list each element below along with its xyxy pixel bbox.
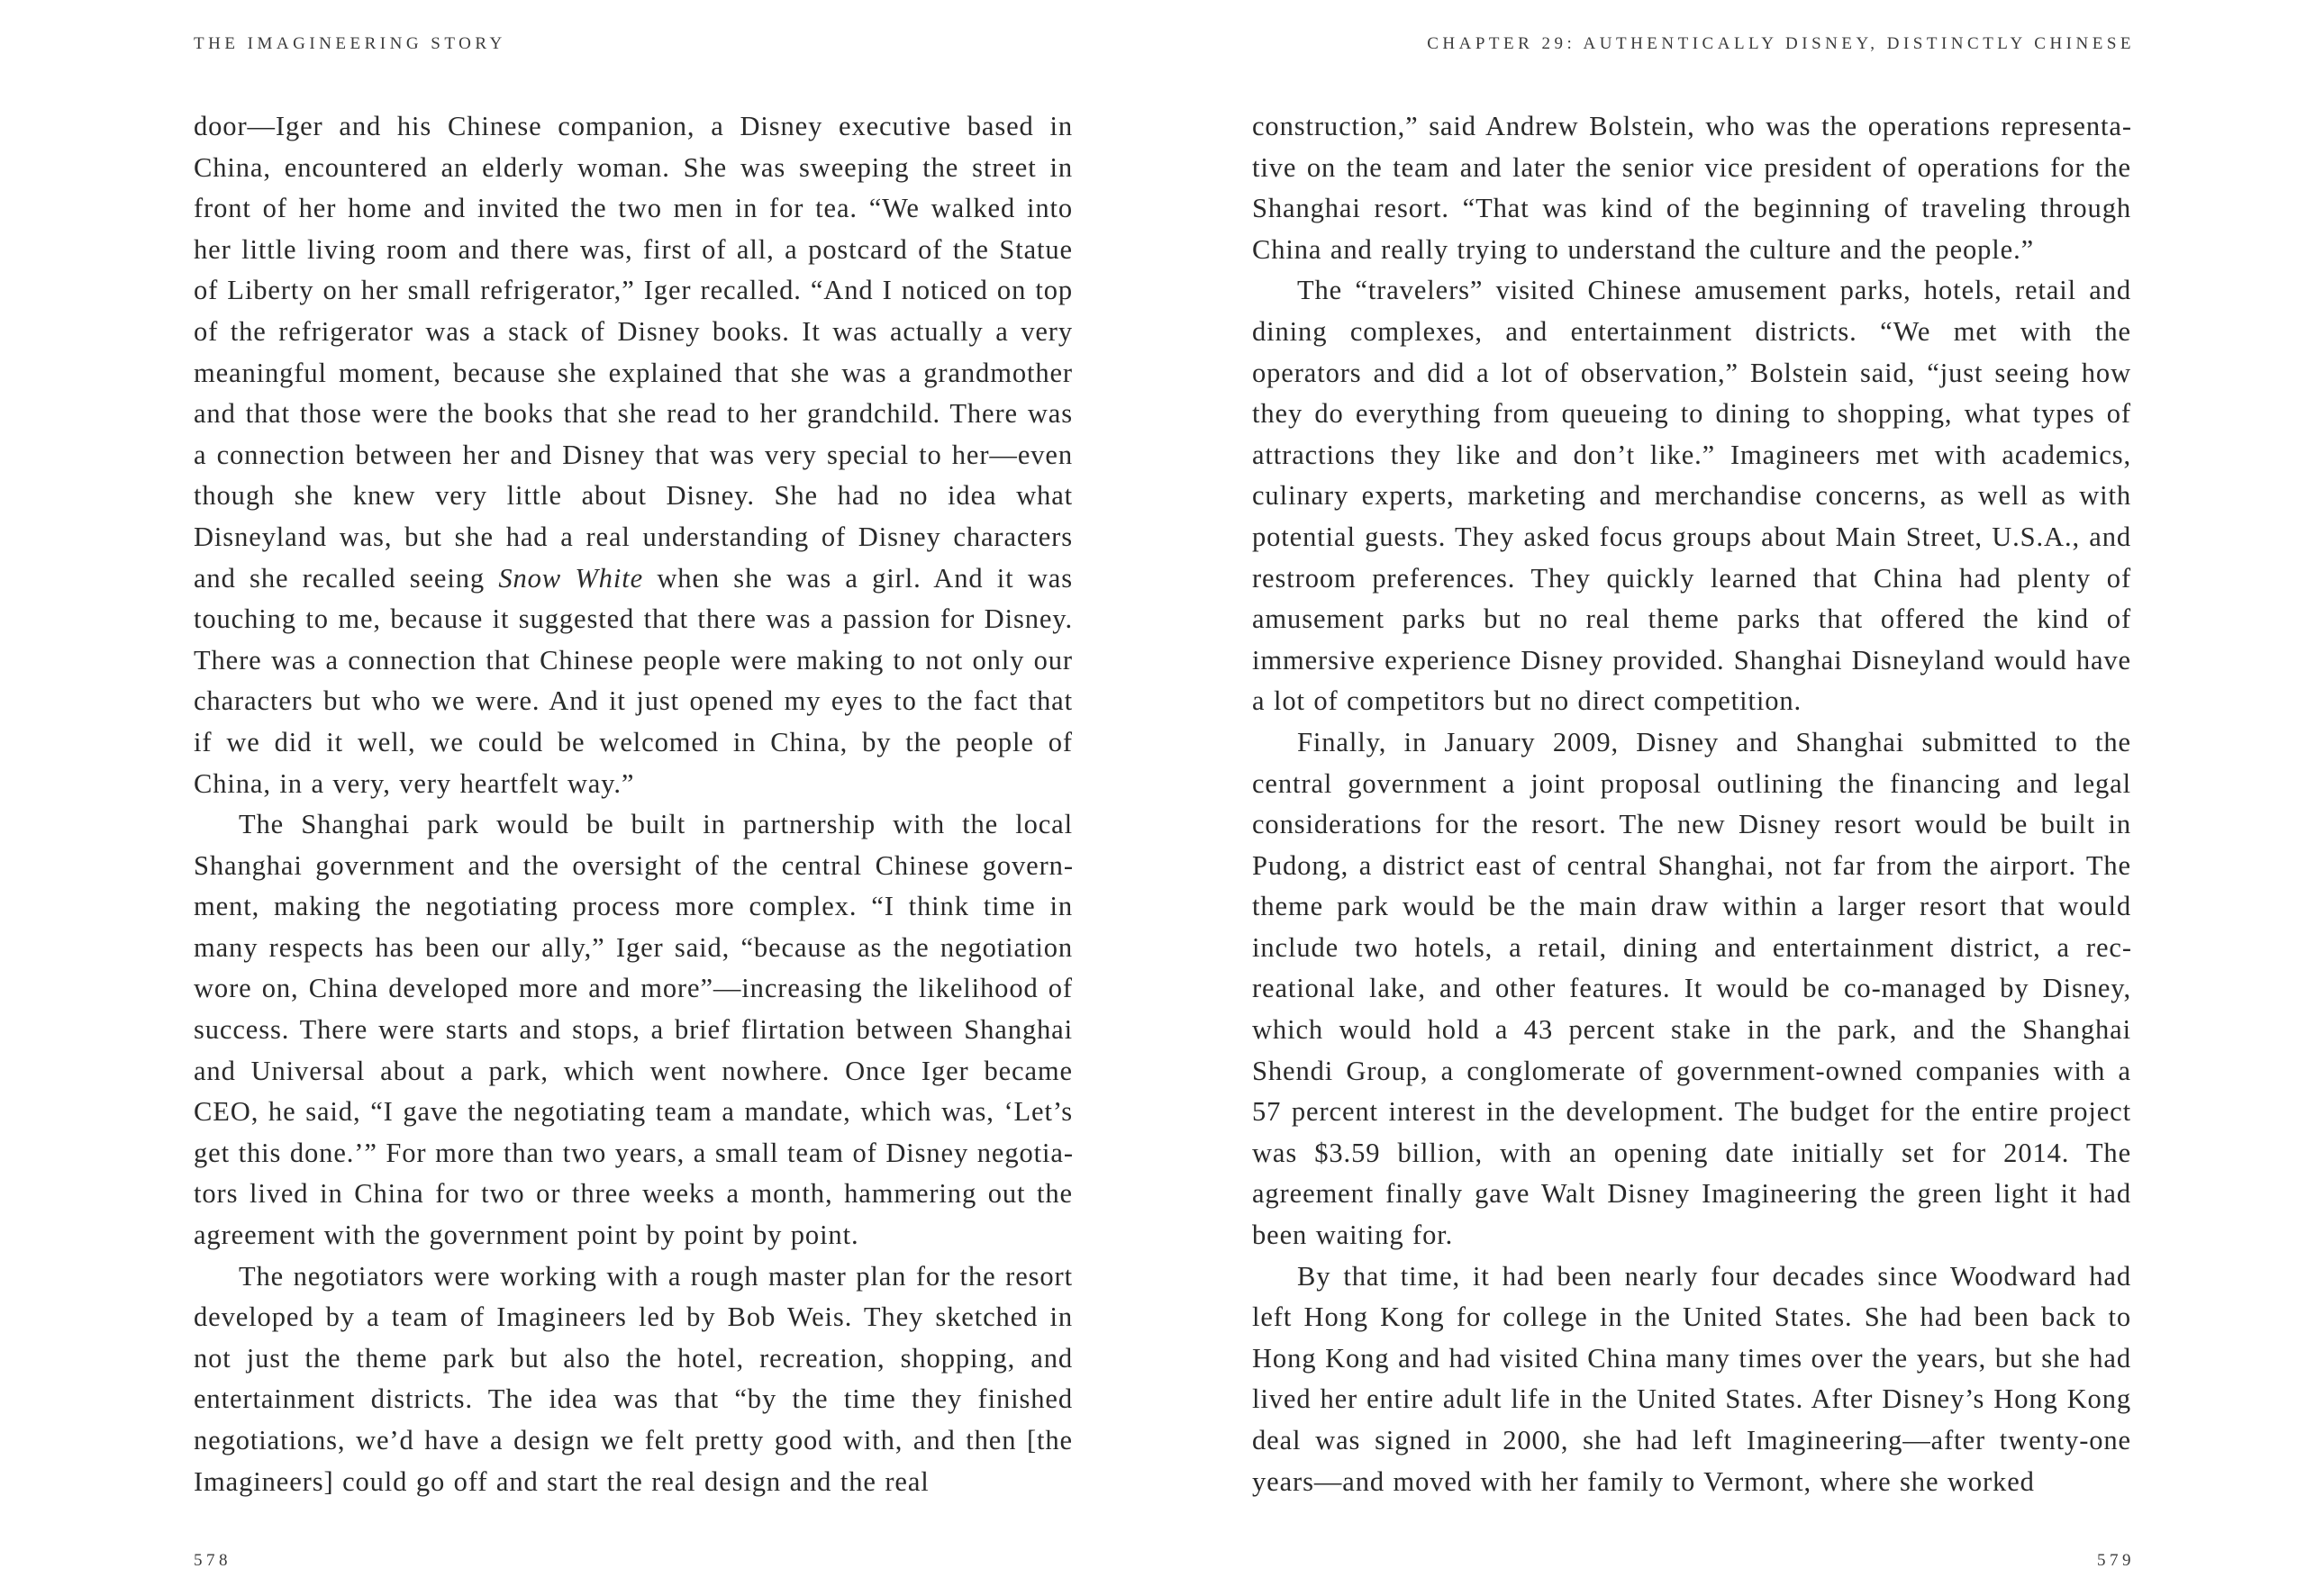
running-head-chapter-title: CHAPTER 29: AUTHENTICALLY DISNEY, DISTINCTLY CHINESE [1427,34,2135,53]
paragraph: The “travelers” visited Chinese amusement parks, hotels, retail and dining complexes, and entertainment districts. “We met with the operators and did a lot of observation,” Bolstein said, “just seeing how they do everything from queueing to dining to shopping, what types of attractions they like and don’t like.” Imagineers met with academics, culinary experts, marketing and merchandise concerns, as well as with potential guests. They asked focus groups about Main Street, U.S.A., and restroom preferences. They quickly learned that China had plenty of amusement parks but no real theme parks that offered the kind of immersive experience Disney provided. Shanghai Disneyland would have a lot of competitors but no direct competition. [1252,275,2131,717]
page-number: 578 [194,1551,232,1570]
page-number: 579 [2097,1551,2135,1570]
paragraph: construction,” said Andrew Bolstein, who was the operations representative on the team and later the senior vice president of operations for the Shanghai resort. “That was kind of the beginning of traveling through China and really trying to understand the culture and the people.” [1252,111,2131,265]
paragraph-text: door—Iger and his Chinese companion, a Disney executive based in China, encountered an elderly woman. She was sweeping the street in front of her home and invited the two men in for tea. “We walked into her little living room and there was, first of all, a postcard of the Statue of Liberty on her small refrigerator,” Iger recalled. “And I noticed on top of the refrigerator was a stack of Disney books. It was actually a very meaningful moment, because she explained that she was a grandmother and that those were the books that she read to her grandchild. There was a connection between her and Disney that was very special to her—even though she knew very little about Disney. She had no idea what Disneyland was, but she had a real understanding of Disney characters and she recalled seeing [194,111,1073,594]
right-page [1153,0,2306,1596]
paragraph: Finally, in January 2009, Disney and Shanghai submitted to the central government a joint proposal outlining the financing and legal considerations for the resort. The new Disney resort would be built in Pudong, a district east of central Shanghai, not far from the airport. The theme park would be the main draw within a larger resort that would include two hotels, a retail, dining and entertainment district, a recreational lake, and other features. It would be co-managed by Disney, which would hold a 43 percent stake in the park, and the Shanghai Shendi Group, a conglomerate of government-owned companies with a 57 percent interest in the development. The budget for the entire project was $3.59 billion, with an opening date initially set for 2014. The agreement finally gave Walt Disney Imagineering the green light it had been waiting for. [1252,726,2131,1251]
left-page-body [194,106,1073,1502]
paragraph [194,106,1073,804]
running-head-book-title: THE IMAGINEERING STORY [194,34,506,53]
right-page-body [1252,106,2131,1502]
paragraph-text: when she was a girl. And it was touching to me, because it suggested that there was a passion for Disney. There was a connection that Chinese people were making to not only our characters but who we were. And it just opened my eyes to the fact that if we did it well, we could be welcomed in China, by the people of China, in a very, very heartfelt way.” [194,562,1073,799]
paragraph: By that time, it had been nearly four decades since Woodward had left Hong Kong for college in the United States. She had been back to Hong Kong and had visited China many times over the years, but she had lived her entire adult life in the United States. After Disney’s Hong Kong deal was signed in 2000, she had left Imagineering—after twenty-one years—and moved with her family to Vermont, where she worked [1252,1260,2131,1497]
italic-title: Snow White [498,562,644,594]
paragraph: The negotiators were working with a rough master plan for the resort developed by a team of Imagineers led by Bob Weis. They sketched in not just the theme park but also the hotel, recreation, shopping, and entertainment districts. The idea was that “by the time they finished negotiations, we’d have a design we felt pretty good with, and then [the Imagineers] could go off and start the real design and the real [194,1260,1073,1497]
paragraph: The Shanghai park would be built in partnership with the local Shanghai government and the oversight of the central Chinese government, making the negotiating process more complex. “I think time in many respects has been our ally,” Iger said, “because as the negotiation wore on, China developed more and more”—increasing the likelihood of success. There were starts and stops, a brief flirtation between Shanghai and Universal about a park, which went nowhere. Once Iger became CEO, he said, “I gave the negotiating team a mandate, which was, ‘Let’s get this done.’” For more than two years, a small team of Disney negotiators lived in China for two or three weeks a month, hammering out the agreement with the government point by point by point. [194,809,1073,1251]
